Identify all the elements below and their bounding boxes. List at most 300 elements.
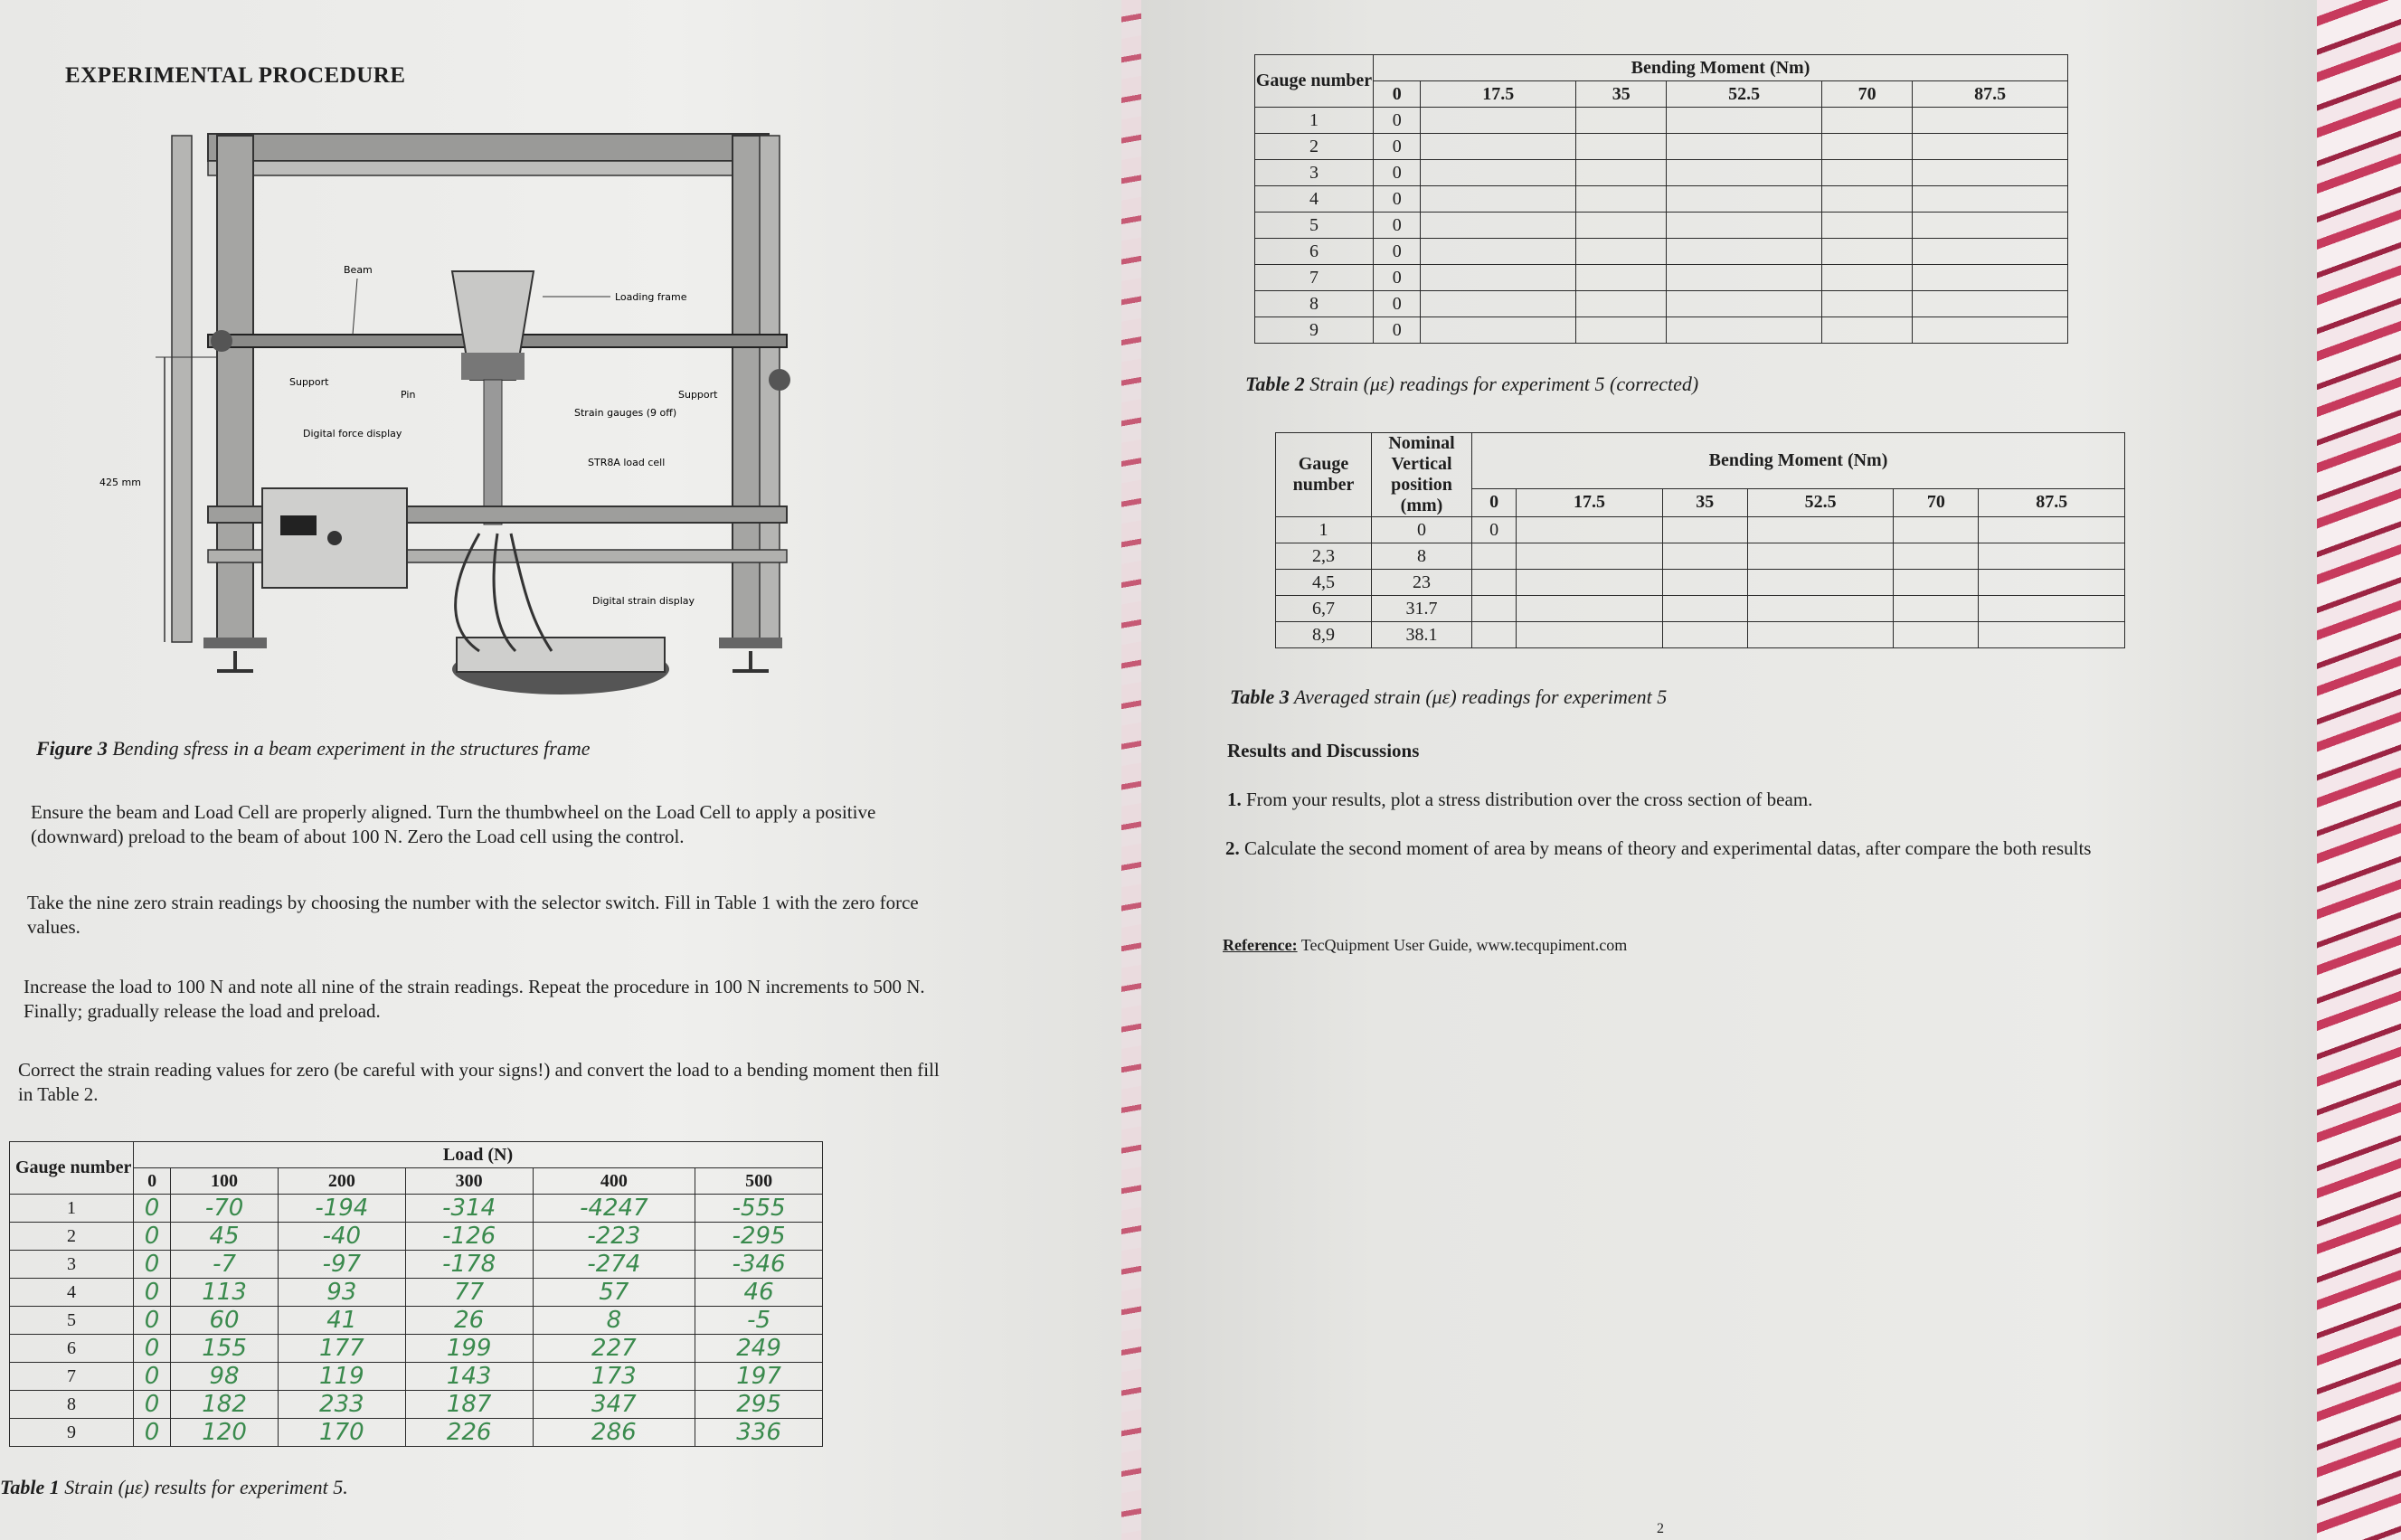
label-dimension: 425 mm bbox=[99, 477, 141, 488]
table-row bbox=[10, 1419, 823, 1447]
empty-cell bbox=[1421, 134, 1576, 160]
structures-frame-figure bbox=[99, 118, 823, 723]
empty-cell bbox=[1821, 213, 1912, 239]
handwritten-reading-cell bbox=[533, 1335, 695, 1363]
left-page bbox=[0, 0, 1121, 1540]
handwritten-value: 0 bbox=[144, 1363, 160, 1390]
handwritten-value: 120 bbox=[202, 1419, 247, 1446]
empty-cell bbox=[1747, 543, 1893, 570]
handwritten-reading-cell bbox=[695, 1391, 823, 1419]
label-load-cell: STR8A load cell bbox=[588, 457, 666, 468]
table1-caption-label: Table 1 bbox=[0, 1476, 60, 1498]
section-heading: EXPERIMENTAL PROCEDURE bbox=[65, 63, 406, 88]
empty-cell bbox=[1576, 213, 1667, 239]
handwritten-reading-cell bbox=[171, 1335, 279, 1363]
handwritten-reading-cell bbox=[278, 1363, 405, 1391]
handwritten-value: -4247 bbox=[580, 1195, 648, 1222]
handwritten-reading-cell bbox=[533, 1251, 695, 1279]
empty-cell bbox=[1517, 596, 1662, 622]
table1-column-header: 100 bbox=[171, 1168, 279, 1195]
gauge-number-cell: 2 bbox=[10, 1223, 134, 1251]
gauge-number-cell: 8,9 bbox=[1276, 622, 1372, 648]
table3-gauge-header: Gauge number bbox=[1276, 433, 1372, 517]
handwritten-reading-cell bbox=[134, 1307, 171, 1335]
handwritten-reading-cell bbox=[134, 1363, 171, 1391]
handwritten-value: 45 bbox=[209, 1223, 240, 1250]
empty-cell bbox=[1894, 517, 1979, 543]
paragraph-increase: Increase the load to 100 N and note all nine of the strain readings. Repeat the procedure in 100 N increments to 500 N. Finally; gradually release the load and preload. bbox=[24, 976, 925, 1022]
empty-cell bbox=[1821, 291, 1912, 317]
empty-cell bbox=[1421, 108, 1576, 134]
empty-cell bbox=[1821, 134, 1912, 160]
handwritten-reading-cell bbox=[171, 1279, 279, 1307]
handwritten-reading-cell bbox=[134, 1195, 171, 1223]
handwritten-reading-cell bbox=[171, 1391, 279, 1419]
table2-column-header: 0 bbox=[1374, 81, 1421, 108]
table3-column-header: 17.5 bbox=[1517, 488, 1662, 516]
empty-cell bbox=[1576, 160, 1667, 186]
paragraph-correct: Correct the strain reading values for zero (be careful with your signs!) and convert the load to a bending moment then fill in Table 2. bbox=[18, 1059, 940, 1105]
zero-moment-cell: 0 bbox=[1374, 160, 1421, 186]
handwritten-reading-cell bbox=[278, 1335, 405, 1363]
empty-cell bbox=[1667, 108, 1822, 134]
label-support-right: Support bbox=[678, 389, 718, 401]
handwritten-value: 199 bbox=[446, 1335, 492, 1362]
gauge-number-cell: 1 bbox=[1276, 517, 1372, 543]
empty-cell bbox=[1913, 134, 2068, 160]
gauge-number-cell: 7 bbox=[10, 1363, 134, 1391]
handwritten-reading-cell bbox=[695, 1419, 823, 1447]
handwritten-value: -5 bbox=[747, 1307, 771, 1334]
empty-cell bbox=[1913, 160, 2068, 186]
table1-gauge-header: Gauge number bbox=[10, 1142, 134, 1195]
table-row bbox=[10, 1279, 823, 1307]
vertical-position-cell: 38.1 bbox=[1372, 622, 1472, 648]
handwritten-value: 187 bbox=[446, 1391, 492, 1418]
zero-moment-cell: 0 bbox=[1374, 134, 1421, 160]
empty-cell bbox=[1421, 317, 1576, 344]
empty-cell bbox=[1421, 239, 1576, 265]
right-page bbox=[1141, 0, 2317, 1540]
empty-cell bbox=[1662, 543, 1747, 570]
handwritten-reading-cell bbox=[695, 1363, 823, 1391]
handwritten-value: 226 bbox=[446, 1419, 492, 1446]
empty-cell bbox=[1667, 134, 1822, 160]
empty-cell bbox=[1821, 186, 1912, 213]
gauge-number-cell: 9 bbox=[10, 1419, 134, 1447]
handwritten-value: -555 bbox=[732, 1195, 786, 1222]
table3-column-header: 0 bbox=[1472, 488, 1517, 516]
handwritten-reading-cell bbox=[405, 1335, 533, 1363]
table3-caption-text: Averaged strain (με) readings for experiment 5 bbox=[1293, 685, 1668, 708]
table2-caption-text: Strain (με) readings for experiment 5 (corrected) bbox=[1309, 373, 1699, 395]
handwritten-value: 249 bbox=[736, 1335, 781, 1362]
table2-moment-header: Bending Moment (Nm) bbox=[1374, 55, 2068, 81]
handwritten-reading-cell bbox=[405, 1195, 533, 1223]
empty-cell bbox=[1913, 317, 2068, 344]
handwritten-value: -194 bbox=[315, 1195, 369, 1222]
empty-cell bbox=[1667, 317, 1822, 344]
table-row bbox=[10, 1251, 823, 1279]
table2-column-header: 17.5 bbox=[1421, 81, 1576, 108]
handwritten-value: 286 bbox=[591, 1419, 637, 1446]
table-row bbox=[1255, 213, 2068, 239]
table3-position-header: Nominal Vertical position (mm) bbox=[1372, 433, 1472, 517]
paragraph-zero: Take the nine zero strain readings by choosing the number with the selector switch. Fill in Table 1 with the zero force values. bbox=[27, 892, 919, 938]
table-row bbox=[1255, 317, 2068, 344]
handwritten-reading-cell bbox=[405, 1419, 533, 1447]
handwritten-value: 336 bbox=[736, 1419, 781, 1446]
handwritten-reading-cell bbox=[278, 1279, 405, 1307]
handwritten-value: -97 bbox=[322, 1251, 362, 1278]
table2-caption bbox=[1245, 373, 1698, 396]
table-row bbox=[1255, 239, 2068, 265]
table-row bbox=[1276, 622, 2125, 648]
empty-cell bbox=[1662, 596, 1747, 622]
empty-cell bbox=[1979, 517, 2125, 543]
empty-cell bbox=[1667, 291, 1822, 317]
zero-moment-cell: 0 bbox=[1374, 186, 1421, 213]
paragraph-align: Ensure the beam and Load Cell are properly aligned. Turn the thumbwheel on the Load Cell to apply a positive (downward) preload to the beam of about 100 N. Zero the Load cell using the control. bbox=[31, 801, 876, 847]
empty-cell bbox=[1576, 239, 1667, 265]
handwritten-value: 173 bbox=[591, 1363, 637, 1390]
empty-cell bbox=[1517, 517, 1662, 543]
handwritten-value: 347 bbox=[591, 1391, 637, 1418]
handwritten-reading-cell bbox=[134, 1279, 171, 1307]
empty-cell bbox=[1894, 622, 1979, 648]
handwritten-value: -70 bbox=[204, 1195, 244, 1222]
handwritten-value: 60 bbox=[209, 1307, 240, 1334]
zero-moment-cell: 0 bbox=[1374, 317, 1421, 344]
empty-cell bbox=[1913, 186, 2068, 213]
page-number: 2 bbox=[1657, 1521, 1664, 1536]
handwritten-reading-cell bbox=[695, 1223, 823, 1251]
empty-cell bbox=[1517, 543, 1662, 570]
gauge-number-cell: 1 bbox=[1255, 108, 1374, 134]
results-item-2-text: Calculate the second moment of area by means of theory and experimental datas, after compare the both results bbox=[1244, 837, 2092, 859]
handwritten-value: 0 bbox=[144, 1419, 160, 1446]
empty-cell bbox=[1913, 265, 2068, 291]
table-1-strain-results bbox=[9, 1141, 823, 1447]
gauge-number-cell: 8 bbox=[10, 1391, 134, 1419]
table-2-corrected-strain bbox=[1254, 54, 2068, 344]
handwritten-value: 0 bbox=[144, 1307, 160, 1334]
handwritten-value: 77 bbox=[454, 1279, 485, 1306]
reference bbox=[1223, 936, 1627, 955]
gauge-number-cell: 8 bbox=[1255, 291, 1374, 317]
table1-column-header: 0 bbox=[134, 1168, 171, 1195]
empty-cell bbox=[1517, 570, 1662, 596]
empty-cell bbox=[1667, 186, 1822, 213]
zero-moment-cell: 0 bbox=[1374, 265, 1421, 291]
figure-caption-label: Figure 3 bbox=[36, 737, 108, 760]
table1-column-header: 500 bbox=[695, 1168, 823, 1195]
table-row bbox=[1255, 108, 2068, 134]
results-item-1-number: 1. bbox=[1227, 789, 1242, 810]
reference-label: Reference: bbox=[1223, 936, 1298, 954]
vertical-position-cell: 23 bbox=[1372, 570, 1472, 596]
background-fabric-right bbox=[2315, 0, 2401, 1540]
gauge-number-cell: 2,3 bbox=[1276, 543, 1372, 570]
gauge-number-cell: 6,7 bbox=[1276, 596, 1372, 622]
empty-cell bbox=[1576, 265, 1667, 291]
handwritten-value: 46 bbox=[743, 1279, 774, 1306]
table3-moment-header: Bending Moment (Nm) bbox=[1472, 433, 2125, 489]
handwritten-reading-cell bbox=[533, 1279, 695, 1307]
vertical-position-cell: 0 bbox=[1372, 517, 1472, 543]
zero-moment-cell: 0 bbox=[1374, 108, 1421, 134]
empty-cell bbox=[1747, 517, 1893, 543]
handwritten-reading-cell bbox=[171, 1223, 279, 1251]
label-digital-strain: Digital strain display bbox=[592, 595, 695, 607]
table-row bbox=[1255, 265, 2068, 291]
empty-cell bbox=[1576, 317, 1667, 344]
empty-cell bbox=[1979, 543, 2125, 570]
label-pin: Pin bbox=[401, 389, 416, 401]
empty-cell bbox=[1667, 239, 1822, 265]
empty-cell bbox=[1747, 596, 1893, 622]
handwritten-reading-cell bbox=[134, 1251, 171, 1279]
table-row bbox=[1276, 596, 2125, 622]
handwritten-value: -346 bbox=[732, 1251, 786, 1278]
handwritten-value: -274 bbox=[587, 1251, 641, 1278]
empty-cell bbox=[1667, 160, 1822, 186]
empty-cell bbox=[1979, 570, 2125, 596]
handwritten-reading-cell bbox=[695, 1195, 823, 1223]
table2-caption-label: Table 2 bbox=[1245, 373, 1305, 395]
table-row bbox=[1255, 134, 2068, 160]
table3-caption-label: Table 3 bbox=[1230, 685, 1290, 708]
handwritten-value: -40 bbox=[322, 1223, 362, 1250]
handwritten-value: 295 bbox=[736, 1391, 781, 1418]
handwritten-value: 0 bbox=[144, 1223, 160, 1250]
label-digital-force: Digital force display bbox=[303, 428, 402, 439]
gauge-number-cell: 2 bbox=[1255, 134, 1374, 160]
gauge-number-cell: 6 bbox=[10, 1335, 134, 1363]
table1-caption bbox=[0, 1476, 348, 1499]
vertical-position-cell: 31.7 bbox=[1372, 596, 1472, 622]
empty-cell bbox=[1913, 108, 2068, 134]
empty-cell bbox=[1913, 213, 2068, 239]
empty-cell bbox=[1576, 108, 1667, 134]
handwritten-reading-cell bbox=[405, 1279, 533, 1307]
handwritten-value: 8 bbox=[606, 1307, 622, 1334]
handwritten-value: 41 bbox=[326, 1307, 357, 1334]
table-row bbox=[1276, 517, 2125, 543]
empty-cell bbox=[1421, 291, 1576, 317]
handwritten-value: 182 bbox=[202, 1391, 247, 1418]
results-item-2-number: 2. bbox=[1225, 837, 1240, 859]
table-3-averaged-strain bbox=[1275, 432, 2125, 648]
results-heading: Results and Discussions bbox=[1227, 740, 1420, 761]
handwritten-value: 119 bbox=[319, 1363, 364, 1390]
gauge-number-cell: 4,5 bbox=[1276, 570, 1372, 596]
empty-cell bbox=[1667, 213, 1822, 239]
handwritten-value: 113 bbox=[202, 1279, 247, 1306]
handwritten-value: 227 bbox=[591, 1335, 637, 1362]
gauge-number-cell: 3 bbox=[10, 1251, 134, 1279]
handwritten-value: 233 bbox=[319, 1391, 364, 1418]
table-row bbox=[1255, 160, 2068, 186]
table3-column-header: 70 bbox=[1894, 488, 1979, 516]
table-row bbox=[1255, 186, 2068, 213]
handwritten-value: 177 bbox=[319, 1335, 364, 1362]
empty-cell bbox=[1894, 543, 1979, 570]
handwritten-value: 143 bbox=[446, 1363, 492, 1390]
empty-cell bbox=[1576, 134, 1667, 160]
table-row bbox=[1255, 291, 2068, 317]
empty-cell bbox=[1821, 317, 1912, 344]
handwritten-reading-cell bbox=[134, 1419, 171, 1447]
table3-column-header: 87.5 bbox=[1979, 488, 2125, 516]
gauge-number-cell: 5 bbox=[10, 1307, 134, 1335]
empty-cell bbox=[1913, 239, 2068, 265]
empty-cell bbox=[1662, 570, 1747, 596]
handwritten-value: 57 bbox=[599, 1279, 629, 1306]
empty-cell bbox=[1421, 160, 1576, 186]
handwritten-value: -314 bbox=[442, 1195, 496, 1222]
gauge-number-cell: 3 bbox=[1255, 160, 1374, 186]
handwritten-reading-cell bbox=[171, 1363, 279, 1391]
handwritten-reading-cell bbox=[405, 1363, 533, 1391]
handwritten-reading-cell bbox=[533, 1195, 695, 1223]
table1-column-header: 300 bbox=[405, 1168, 533, 1195]
table-row bbox=[1276, 543, 2125, 570]
table-row bbox=[10, 1335, 823, 1363]
handwritten-reading-cell bbox=[134, 1223, 171, 1251]
empty-cell bbox=[1421, 265, 1576, 291]
gauge-number-cell: 6 bbox=[1255, 239, 1374, 265]
handwritten-reading-cell bbox=[278, 1419, 405, 1447]
handwritten-value: -178 bbox=[442, 1251, 496, 1278]
handwritten-reading-cell bbox=[695, 1279, 823, 1307]
gauge-number-cell: 1 bbox=[10, 1195, 134, 1223]
zero-moment-cell: 0 bbox=[1472, 517, 1517, 543]
table1-load-header: Load (N) bbox=[134, 1142, 823, 1168]
handwritten-value: 98 bbox=[209, 1363, 240, 1390]
handwritten-reading-cell bbox=[278, 1223, 405, 1251]
empty-cell bbox=[1421, 186, 1576, 213]
zero-moment-cell bbox=[1472, 622, 1517, 648]
empty-cell bbox=[1979, 622, 2125, 648]
gauge-number-cell: 4 bbox=[1255, 186, 1374, 213]
handwritten-value: 0 bbox=[144, 1251, 160, 1278]
table2-gauge-header: Gauge number bbox=[1255, 55, 1374, 108]
table1-caption-text: Strain (με) results for experiment 5. bbox=[64, 1476, 348, 1498]
empty-cell bbox=[1821, 108, 1912, 134]
label-beam: Beam bbox=[344, 264, 373, 276]
empty-cell bbox=[1662, 517, 1747, 543]
gauge-number-cell: 7 bbox=[1255, 265, 1374, 291]
empty-cell bbox=[1576, 186, 1667, 213]
results-item-1-text: From your results, plot a stress distribution over the cross section of beam. bbox=[1246, 789, 1813, 810]
zero-moment-cell: 0 bbox=[1374, 239, 1421, 265]
handwritten-reading-cell bbox=[405, 1223, 533, 1251]
empty-cell bbox=[1747, 570, 1893, 596]
handwritten-value: 93 bbox=[326, 1279, 357, 1306]
handwritten-reading-cell bbox=[405, 1391, 533, 1419]
empty-cell bbox=[1821, 265, 1912, 291]
table2-column-header: 35 bbox=[1576, 81, 1667, 108]
zero-moment-cell bbox=[1472, 596, 1517, 622]
table3-column-header: 52.5 bbox=[1747, 488, 1893, 516]
handwritten-value: -295 bbox=[732, 1223, 786, 1250]
empty-cell bbox=[1662, 622, 1747, 648]
vertical-position-cell: 8 bbox=[1372, 543, 1472, 570]
handwritten-value: -7 bbox=[213, 1251, 237, 1278]
handwritten-reading-cell bbox=[695, 1251, 823, 1279]
empty-cell bbox=[1894, 570, 1979, 596]
zero-moment-cell bbox=[1472, 570, 1517, 596]
handwritten-reading-cell bbox=[171, 1251, 279, 1279]
handwritten-reading-cell bbox=[171, 1307, 279, 1335]
reference-text: TecQuipment User Guide, www.tecqupiment.com bbox=[1300, 936, 1628, 954]
empty-cell bbox=[1821, 160, 1912, 186]
gauge-number-cell: 5 bbox=[1255, 213, 1374, 239]
zero-moment-cell bbox=[1472, 543, 1517, 570]
figure-caption-text: Bending sfress in a beam experiment in the structures frame bbox=[112, 737, 591, 760]
empty-cell bbox=[1421, 213, 1576, 239]
handwritten-value: 170 bbox=[319, 1419, 364, 1446]
label-support-left: Support bbox=[289, 376, 329, 388]
handwritten-reading-cell bbox=[278, 1307, 405, 1335]
figure-caption bbox=[36, 737, 590, 761]
label-loading-frame: Loading frame bbox=[615, 291, 687, 303]
zero-moment-cell: 0 bbox=[1374, 213, 1421, 239]
handwritten-value: 0 bbox=[144, 1391, 160, 1418]
handwritten-reading-cell bbox=[134, 1335, 171, 1363]
handwritten-reading-cell bbox=[171, 1419, 279, 1447]
table2-column-header: 52.5 bbox=[1667, 81, 1822, 108]
handwritten-reading-cell bbox=[695, 1335, 823, 1363]
empty-cell bbox=[1913, 291, 2068, 317]
empty-cell bbox=[1979, 596, 2125, 622]
handwritten-reading-cell bbox=[278, 1195, 405, 1223]
handwritten-value: 197 bbox=[736, 1363, 781, 1390]
empty-cell bbox=[1576, 291, 1667, 317]
handwritten-reading-cell bbox=[533, 1391, 695, 1419]
results-item-2 bbox=[1225, 837, 2175, 860]
handwritten-value: -223 bbox=[587, 1223, 641, 1250]
handwritten-reading-cell bbox=[405, 1251, 533, 1279]
handwritten-reading-cell bbox=[405, 1307, 533, 1335]
handwritten-reading-cell bbox=[278, 1391, 405, 1419]
handwritten-reading-cell bbox=[134, 1391, 171, 1419]
handwritten-reading-cell bbox=[533, 1223, 695, 1251]
empty-cell bbox=[1667, 265, 1822, 291]
handwritten-value: 0 bbox=[144, 1279, 160, 1306]
gauge-number-cell: 4 bbox=[10, 1279, 134, 1307]
table-row bbox=[10, 1307, 823, 1335]
empty-cell bbox=[1517, 622, 1662, 648]
table1-column-header: 400 bbox=[533, 1168, 695, 1195]
results-item-1 bbox=[1227, 789, 2132, 811]
table-row bbox=[1276, 570, 2125, 596]
table-row bbox=[10, 1223, 823, 1251]
handwritten-reading-cell bbox=[533, 1419, 695, 1447]
handwritten-value: -126 bbox=[442, 1223, 496, 1250]
handwritten-reading-cell bbox=[533, 1307, 695, 1335]
table1-column-header: 200 bbox=[278, 1168, 405, 1195]
handwritten-value: 0 bbox=[144, 1195, 160, 1222]
zero-moment-cell: 0 bbox=[1374, 291, 1421, 317]
handwritten-value: 0 bbox=[144, 1335, 160, 1362]
empty-cell bbox=[1821, 239, 1912, 265]
gauge-number-cell: 9 bbox=[1255, 317, 1374, 344]
table2-column-header: 87.5 bbox=[1913, 81, 2068, 108]
handwritten-reading-cell bbox=[533, 1363, 695, 1391]
empty-cell bbox=[1894, 596, 1979, 622]
